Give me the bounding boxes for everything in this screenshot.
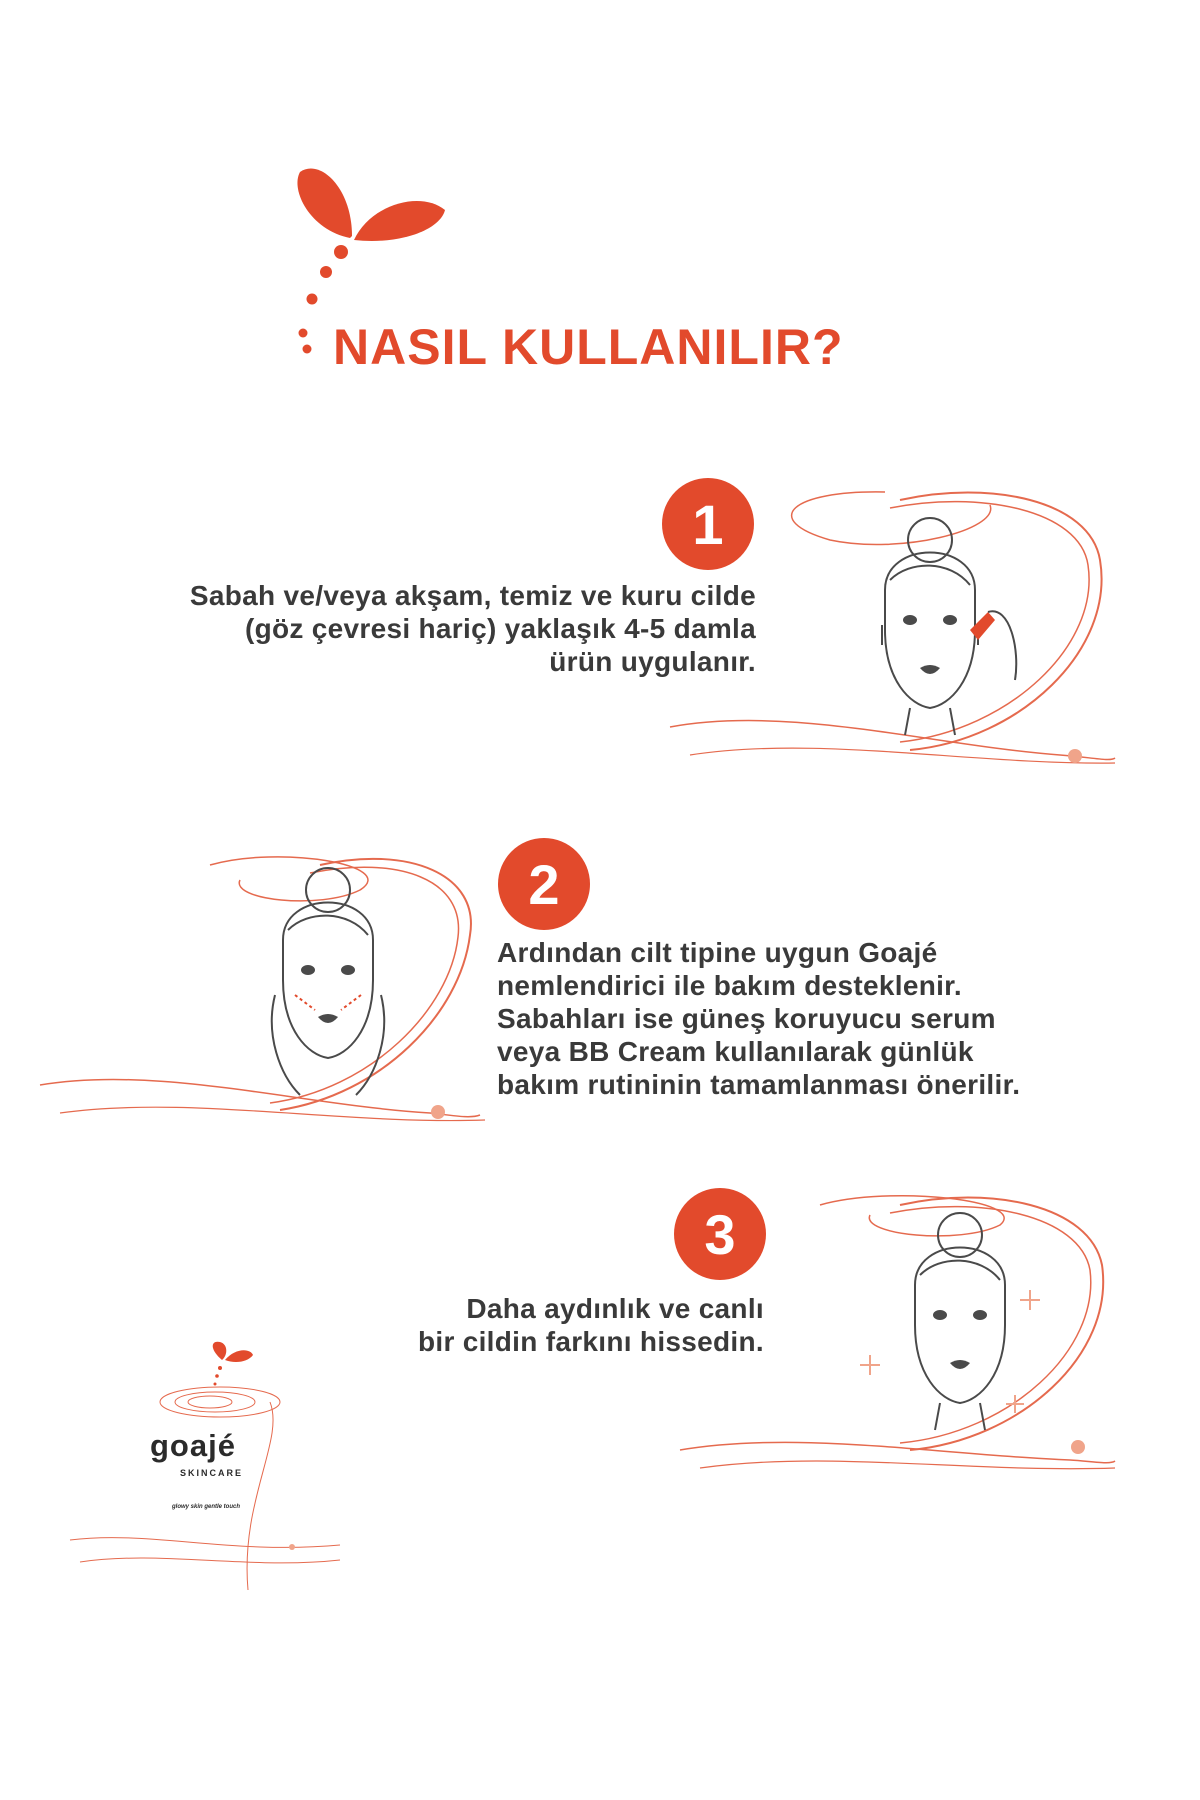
page-title: NASIL KULLANILIR? bbox=[333, 319, 844, 375]
brand-subtitle: SKINCARE bbox=[180, 1468, 244, 1478]
step-3-illustration bbox=[670, 1185, 1130, 1485]
step-3-badge: 3 bbox=[674, 1188, 766, 1280]
step-3-text: Daha aydınlık ve canlı bir cildin farkını hissedin. bbox=[417, 1293, 764, 1357]
step-2-illustration bbox=[40, 845, 500, 1145]
step-2-badge: 2 bbox=[498, 838, 590, 930]
step-1-text: Sabah ve/veya akşam, temiz ve kuru cilde (göz çevresi hariç) yaklaşık 4-5 damla ürün uygulanır. bbox=[189, 580, 756, 677]
step-1-badge: 1 bbox=[662, 478, 754, 570]
brand-name: goajé bbox=[150, 1428, 236, 1463]
step-1-illustration bbox=[670, 480, 1130, 780]
step-2-text: Ardından cilt tipine uygun Goajé nemlendirici ile bakım desteklenir. Sabahları ise güneş koruyucu serum veya BB Cream kullanılarak günlük bakım rutininin tamamlanması önerilir. bbox=[497, 937, 1021, 1100]
brand-tagline: glowy skin gentle touch bbox=[172, 1504, 241, 1510]
